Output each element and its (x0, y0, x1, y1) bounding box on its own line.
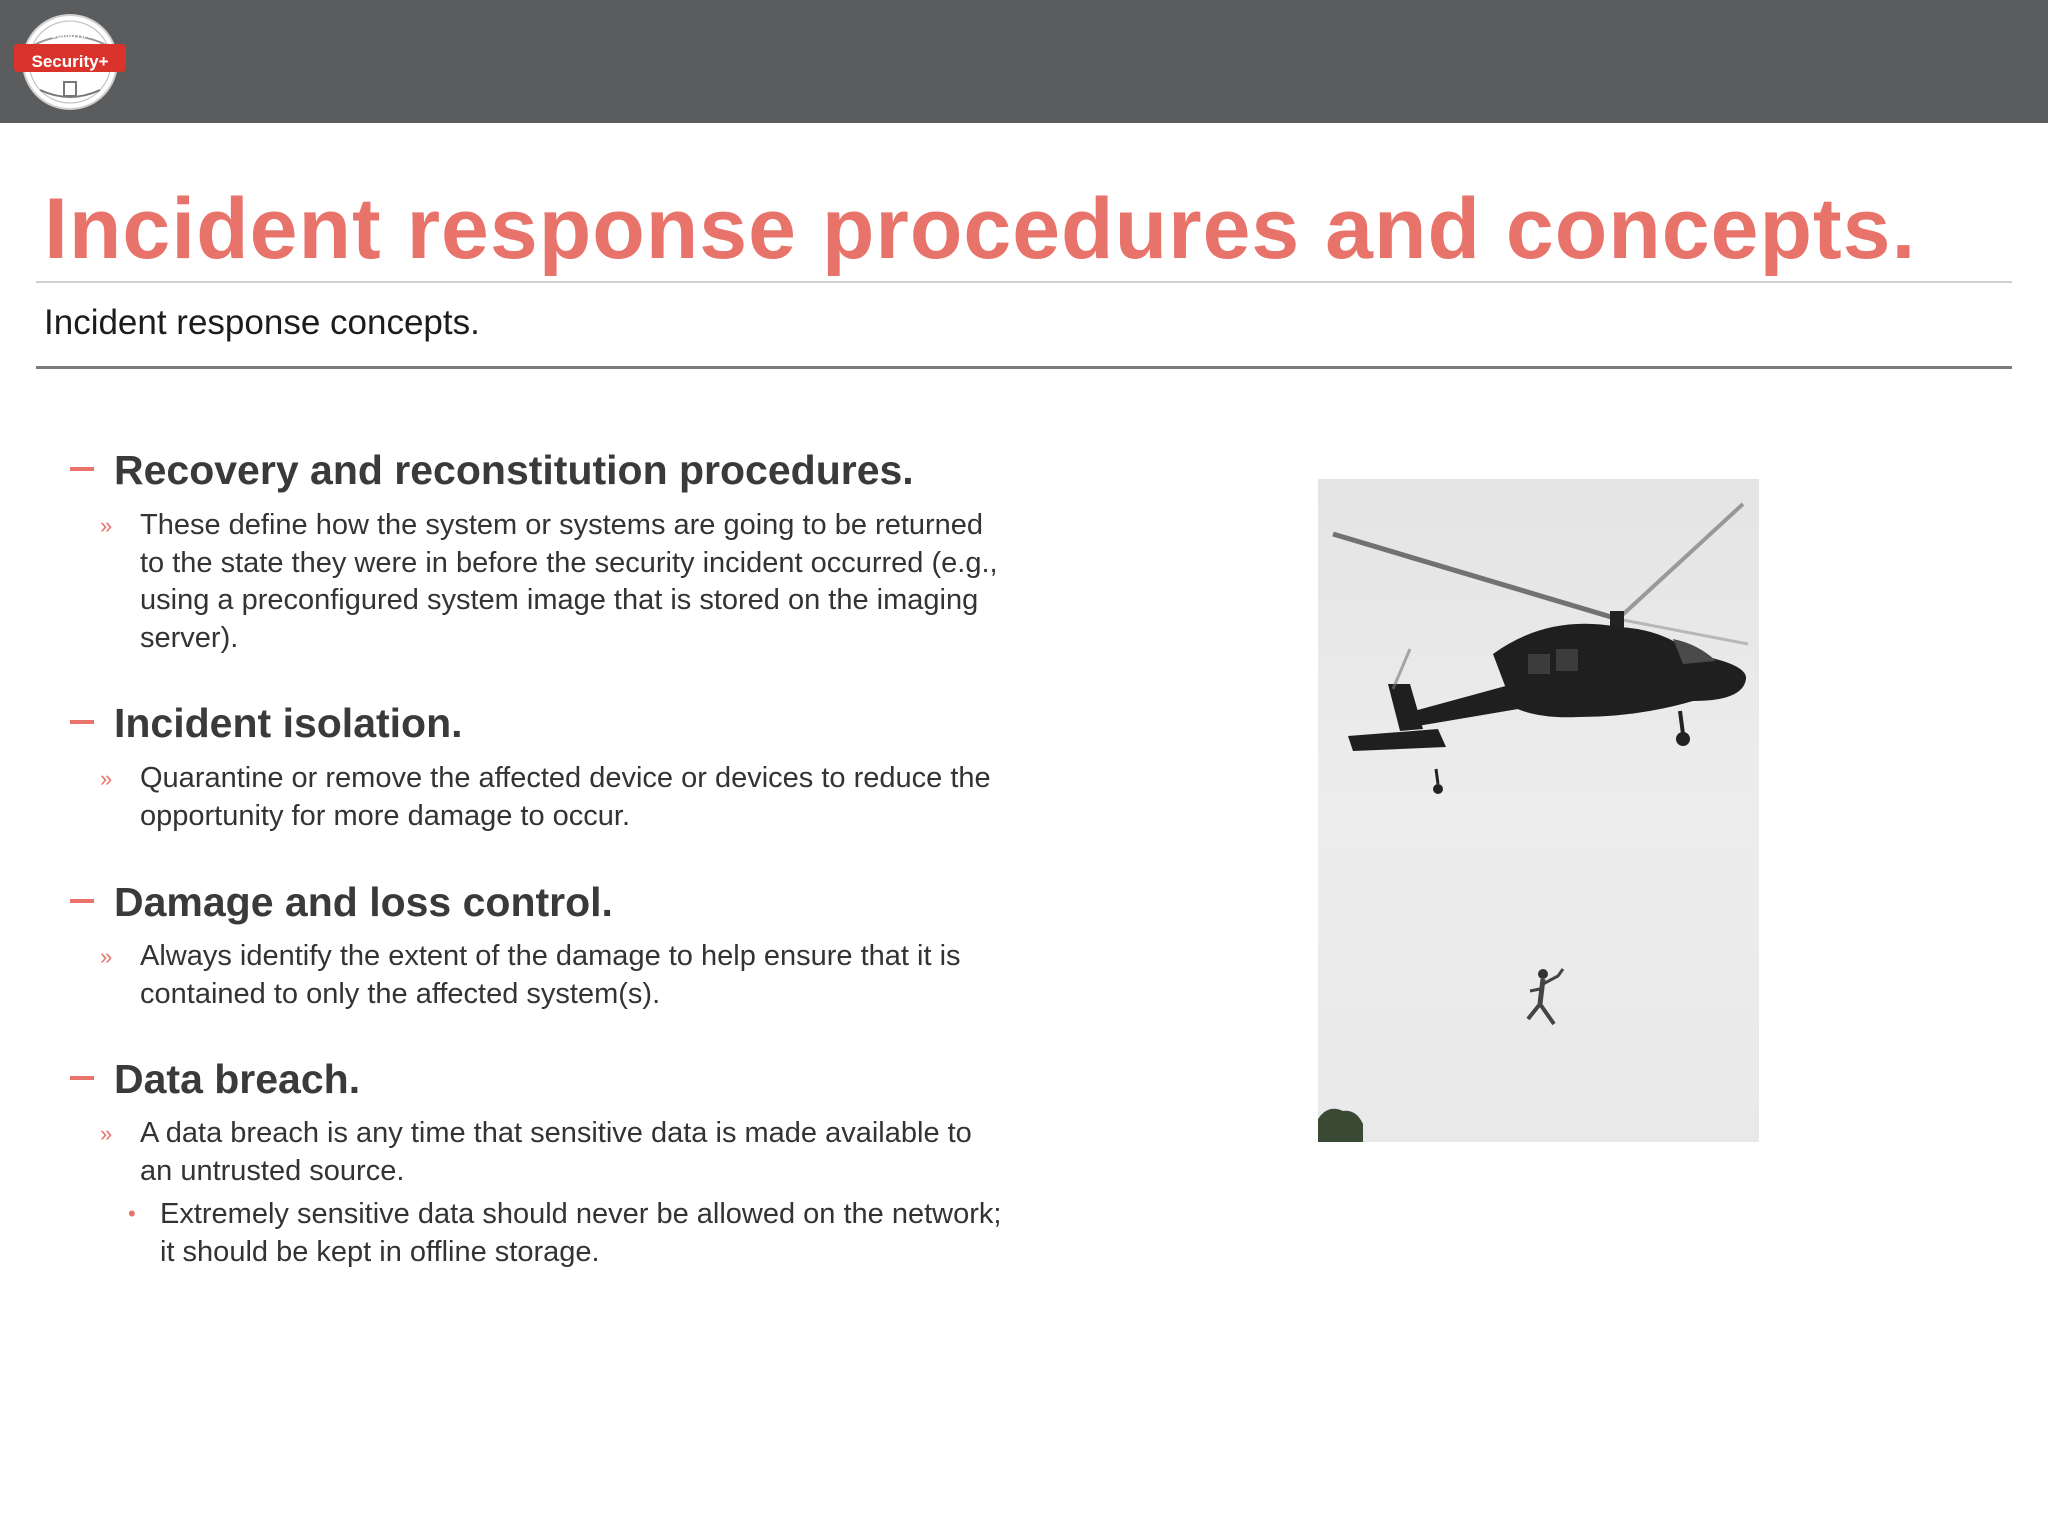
section-heading-data-breach (70, 1056, 360, 1103)
dash-icon (70, 467, 94, 471)
bullet-damage (100, 938, 1000, 1013)
helicopter-photo (1318, 479, 1759, 1142)
bullet-recovery (100, 507, 1000, 657)
sub-bullet-text: Extremely sensitive data should never be allowed on the network; it should be kept in offline storage. (160, 1198, 1002, 1268)
section-heading-recovery (70, 447, 914, 494)
bullet-chevron-icon: » (100, 944, 113, 969)
bullet-chevron-icon: » (100, 1121, 113, 1146)
helicopter-icon (1318, 479, 1759, 1142)
bullet-text: A data breach is any time that sensitive data is made available to an untrusted source. (140, 1117, 972, 1187)
bullet-text: These define how the system or systems are going to be returned to the state they were in before the security incident occurred (e.g., using a preconfigured system image that is stored on the imaging server). (140, 509, 998, 654)
security-plus-logo (10, 12, 130, 112)
bullet-data-breach (100, 1115, 1000, 1190)
section-heading-text: Recovery and reconstitution procedures. (114, 447, 914, 493)
section-heading-text: Damage and loss control. (114, 879, 613, 925)
bullet-text: Quarantine or remove the affected device or devices to reduce the opportunity for more damage to occur. (140, 762, 991, 832)
bullet-chevron-icon: » (100, 513, 113, 538)
logo-product-text: Security+ (31, 52, 109, 71)
slide-subtitle: Incident response concepts. (44, 303, 480, 342)
title-divider (36, 281, 2012, 283)
sub-bullet-dot-icon: • (128, 1201, 136, 1226)
section-heading-isolation (70, 700, 463, 747)
bullet-isolation (100, 760, 1000, 835)
dash-icon (70, 720, 94, 724)
dash-icon (70, 1076, 94, 1080)
section-heading-damage (70, 879, 613, 926)
sub-bullet-offline-storage (124, 1195, 1004, 1271)
logo-brand-text: CompTIA (50, 30, 90, 40)
bullet-chevron-icon: » (100, 766, 113, 791)
section-heading-text: Incident isolation. (114, 700, 463, 746)
section-heading-text: Data breach. (114, 1056, 361, 1102)
slide-title: Incident response procedures and concepts. (44, 181, 1917, 277)
header-bar (0, 0, 2048, 123)
bullet-text: Always identify the extent of the damage to help ensure that it is contained to only the affected system(s). (140, 940, 961, 1010)
dash-icon (70, 899, 94, 903)
subtitle-divider (36, 366, 2012, 369)
